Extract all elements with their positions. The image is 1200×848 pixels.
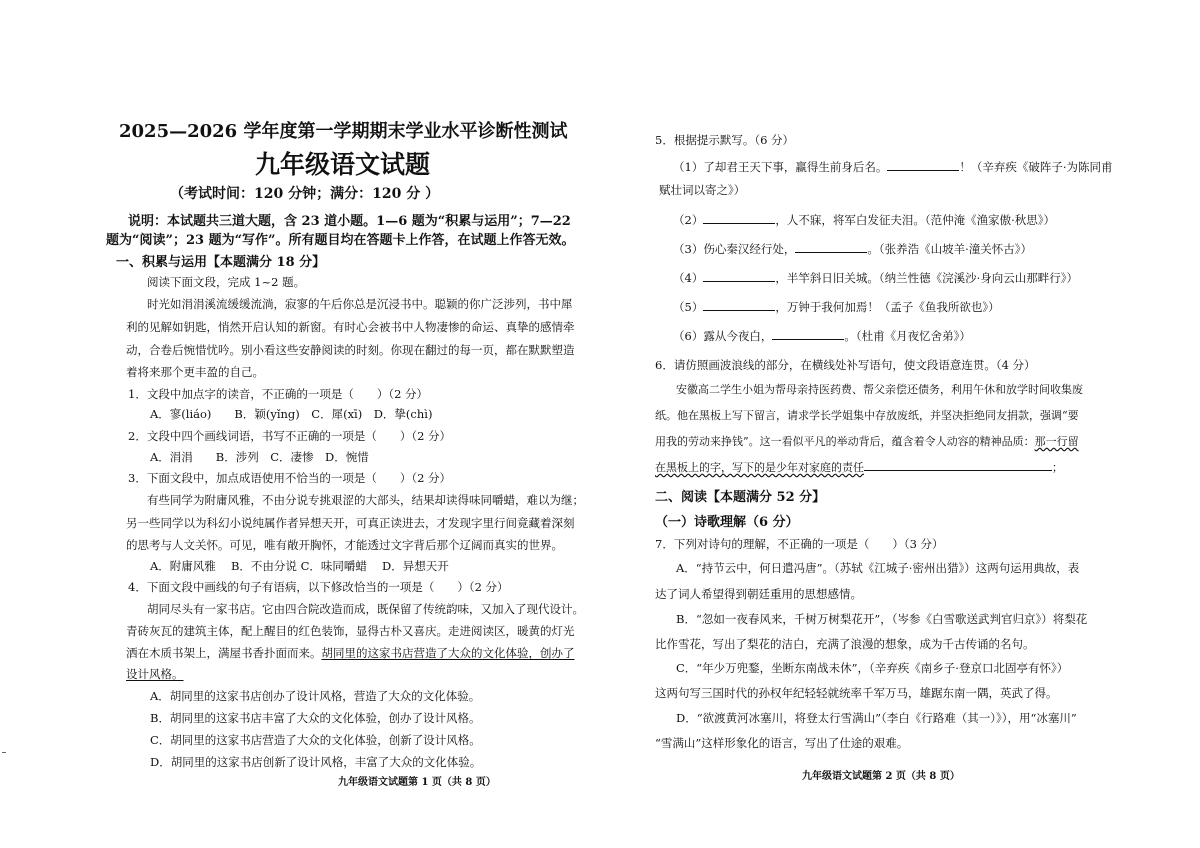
answer-blank bbox=[864, 460, 1052, 471]
question-4-option-c: C．胡同里的这家书店营造了大众的文化体验，创新了设计风格。 bbox=[150, 733, 481, 747]
passage-line: 另一些同学以为科幻小说纯属作者异想天开，可真正读进去，才发现字里行间竟藏着深刻 bbox=[126, 516, 575, 530]
passage-line: 有些同学为附庸风雅，不由分说专挑艰涩的大部头，结果却读得味同嚼蜡，难以为继； bbox=[147, 493, 584, 507]
underlined-sentence-end: 设计风格。 bbox=[126, 667, 184, 681]
passage-line: 时光如涓涓溪流缓缓流淌，寂寥的午后你总是沉浸书中。聪颖的你广泛涉列，书中犀 bbox=[147, 297, 573, 311]
reading-intro: 阅读下面文段，完成 1~2 题。 bbox=[147, 275, 306, 289]
question-7-option-d-cont: “雪满山”这样形象化的语言，写出了仕途的艰难。 bbox=[655, 736, 909, 750]
recite-item-5 bbox=[673, 299, 1000, 315]
question-2-options: A．涓涓 B．涉列 C．凄惨 D．惋惜 bbox=[150, 450, 369, 464]
passage-line: 着将来那个更丰盈的自己。 bbox=[126, 365, 264, 379]
instructions-line-2: 题为“阅读”；23 题为“写作”。所有题目均在答题卡上作答，在试题上作答无效。 bbox=[106, 233, 575, 248]
page-footer: 九年级语文试题第 2 页（共 8 页） bbox=[802, 771, 960, 782]
question-1-options: A．寥(liáo) B．颖(yǐng) C．犀(xī) D．挚(chì) bbox=[150, 407, 433, 421]
question-7: 7．下列对诗句的理解，不正确的一项是（ ）（3 分） bbox=[655, 537, 944, 551]
exam-page-1 bbox=[100, 0, 585, 848]
question-3: 3．下面文段中，加点成语使用不恰当的一项是（ ）（2 分） bbox=[128, 471, 452, 485]
exam-subtitle: 九年级语文试题 bbox=[255, 150, 431, 179]
passage-line: 胡同尽头有一家书店。它由四合院改造而成，既保留了传统韵味，又加入了现代设计。 bbox=[147, 602, 584, 616]
wavy-underlined-text: 那一行留 bbox=[1034, 435, 1079, 448]
page-footer: 九年级语文试题第 1 页（共 8 页） bbox=[338, 777, 496, 788]
passage-line bbox=[655, 459, 1063, 475]
question-7-option-b-cont: 比作雪花，写出了梨花的洁白，充满了浪漫的想象，成为千古传诵的名句。 bbox=[655, 637, 1035, 651]
recite-source: ！（辛弃疾《破阵子·为陈同甫 bbox=[959, 160, 1113, 174]
wavy-underlined-text: 在黑板上的字，写下的是少年对家庭的责任 bbox=[655, 461, 864, 474]
recite-source: ，万钟于我何加焉！（孟子《鱼我所欲也》） bbox=[775, 300, 1000, 314]
answer-blank bbox=[703, 271, 775, 282]
passage-text: 用我的劳动来挣钱”。这一看似平凡的举动背后，蕴含着令人动容的精神品质： bbox=[655, 435, 1035, 448]
question-6: 6．请仿照画波浪线的部分，在横线处补写语句，使文段语意连贯。（4 分） bbox=[655, 358, 1036, 372]
passage-line: 安徽高二学生小姐为帮母亲持医药费、帮父亲偿还债务，利用午休和放学时间收集废 bbox=[676, 383, 1083, 396]
question-7-option-c: C．“年少万兜鍪，坐断东南战未休”，（辛弃疾《南乡子·登京口北固亭有怀》） bbox=[676, 661, 1069, 675]
passage-line bbox=[655, 433, 1079, 449]
exam-page-2 bbox=[652, 0, 1113, 848]
passage-line: 纸。他在黑板上写下留言，请求学长学姐集中存放废纸，并坚决拒绝同友捐款，强调“要 bbox=[655, 409, 1079, 422]
recite-item-4 bbox=[673, 270, 1078, 286]
passage-line: 动，合卷后惋惜忧吟。别小看这些安静阅读的时刻。你现在翻过的每一页，都在默默塑造 bbox=[126, 343, 575, 357]
section-heading-1: 一、积累与运用【本题满分 18 分】 bbox=[116, 255, 326, 270]
passage-line: 利的见解如钥匙，悄然开启认知的新窗。有时心会被书中人物凄惨的命运、真挚的感情牵 bbox=[126, 320, 575, 334]
recite-item-2 bbox=[673, 212, 1055, 228]
exam-time-info: （考试时间：120 分钟；满分：120 分 ） bbox=[170, 186, 440, 202]
question-4-option-d: D．胡同里的这家书店创新了设计风格，丰富了大众的文化体验。 bbox=[150, 755, 482, 769]
recite-text: （1）了却君王天下事，赢得生前身后名。 bbox=[673, 160, 888, 174]
question-4: 4．下面文段中画线的句子有语病，以下修改恰当的一项是（ ）（2 分） bbox=[128, 580, 509, 594]
recite-item-1-cont: 赋壮词以寄之》） bbox=[659, 183, 746, 197]
recite-source: ，半竿斜日旧关城。（纳兰性德《浣溪沙·身向云山那畔行》） bbox=[775, 271, 1078, 285]
recite-item-6 bbox=[673, 328, 971, 344]
question-7-option-a-cont: 达了词人希望得到朝廷重用的思想感情。 bbox=[655, 587, 862, 601]
scan-mark bbox=[2, 752, 6, 753]
question-5: 5．根据提示默写。（6 分） bbox=[655, 133, 795, 147]
passage-text: ； bbox=[1052, 461, 1063, 474]
instructions-line-1: 说明：本试题共三道大题，含 23 道小题。1—6 题为“积累与运用”；7—22 bbox=[128, 214, 571, 229]
recite-text: （5） bbox=[673, 300, 704, 314]
recite-text: （3）伤心秦汉经行处， bbox=[673, 242, 796, 256]
recite-text: （2） bbox=[673, 213, 704, 227]
recite-item-3 bbox=[673, 241, 1032, 257]
question-1: 1．文段中加点字的读音，不正确的一项是（ ）（2 分） bbox=[128, 387, 429, 401]
exam-title: 2025—2026 学年度第一学期期末学业水平诊断性测试 bbox=[119, 121, 568, 142]
recite-source: 。（杜甫《月夜忆舍弟》） bbox=[844, 329, 971, 343]
answer-blank bbox=[795, 242, 867, 253]
passage-line: 青砖灰瓦的建筑主体，配上醒目的红色装饰，显得古朴又喜庆。走进阅读区，暖黄的灯光 bbox=[126, 624, 575, 638]
recite-text: （4） bbox=[673, 271, 704, 285]
answer-blank bbox=[887, 160, 959, 171]
passage-text: 洒在木质书架上，满屋书香扑面而来。 bbox=[126, 646, 322, 660]
question-3-options: A．附庸风雅 B．不由分说 C．味同嚼蜡 D．异想天开 bbox=[150, 559, 449, 573]
answer-blank bbox=[703, 300, 775, 311]
passage-line: 的思考与人文关怀。可见，唯有敞开胸怀，才能透过文字背后那个辽阔而真实的世界。 bbox=[126, 538, 563, 552]
question-4-option-a: A．胡同里的这家书店创办了设计风格，营造了大众的文化体验。 bbox=[150, 689, 481, 703]
question-7-option-b: B．“忽如一夜春风来，千树万树梨花开”，（岑参《白雪歌送武判官归京》）将梨花 bbox=[676, 612, 1088, 626]
recite-source: 。（张养浩《山坡羊·潼关怀古》） bbox=[867, 242, 1032, 256]
recite-text: （6）露从今夜白， bbox=[673, 329, 773, 343]
recite-source: ，人不寐，将军白发征夫泪。（范仲淹《渔家傲·秋思》） bbox=[775, 213, 1055, 227]
answer-blank bbox=[772, 329, 844, 340]
answer-blank bbox=[703, 213, 775, 224]
question-2: 2．文段中四个画线词语，书写不正确的一项是（ ）（2 分） bbox=[128, 429, 452, 443]
question-7-option-d: D．“欲渡黄河冰塞川，将登太行雪满山”（李白《行路难（其一）》），用“冰塞川” bbox=[676, 711, 1077, 725]
subsection-heading: （一）诗歌理解（6 分） bbox=[655, 515, 799, 530]
question-4-option-b: B．胡同里的这家书店丰富了大众的文化体验，创办了设计风格。 bbox=[150, 711, 481, 725]
question-7-option-a: A．“持节云中，何日遣冯唐”。（苏轼《江城子·密州出猎》）这两句运用典故，表 bbox=[676, 561, 1080, 575]
passage-line bbox=[126, 645, 575, 661]
question-7-option-c-cont: 这两句写三国时代的孙权年纪轻轻就统率千军万马，雄踞东南一隅，英武了得。 bbox=[655, 686, 1058, 700]
underlined-sentence: 胡同里的这家书店营造了大众的文化体验，创办了 bbox=[321, 646, 575, 660]
section-heading-2: 二、阅读【本题满分 52 分】 bbox=[655, 490, 826, 505]
recite-item-1 bbox=[673, 159, 1112, 175]
